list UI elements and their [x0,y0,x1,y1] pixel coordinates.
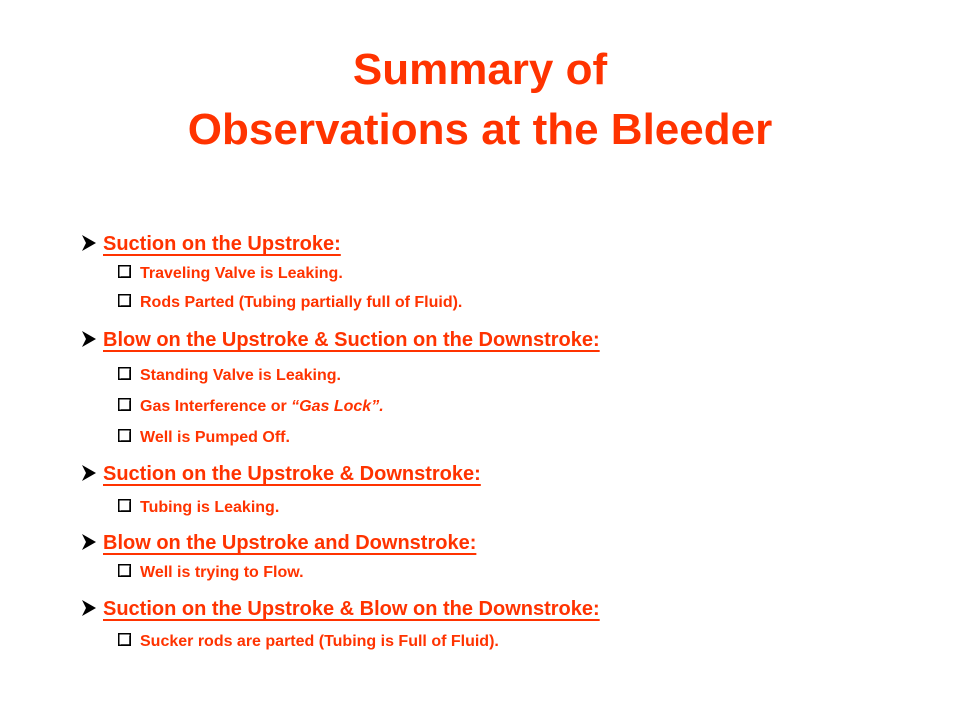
section-heading-5 [82,596,600,622]
list-item-text: Traveling Valve is Leaking. [140,265,343,282]
section-heading-2 [82,327,600,353]
title-line-1: Summary of [352,45,608,94]
section-heading-4 [82,530,476,556]
section-heading-text: Suction on the Upstroke: [103,233,341,255]
slide-title [0,40,960,160]
arrowhead-bullet-icon [82,600,96,616]
section-heading-1 [82,231,341,257]
list-item [118,562,304,584]
list-item [118,263,343,285]
arrowhead-bullet-icon [82,465,96,481]
list-item [118,631,499,653]
checkbox-bullet-icon [118,633,131,646]
list-item [118,365,341,387]
list-item [118,427,290,449]
section-heading-text: Suction on the Upstroke & Downstroke: [103,463,481,485]
list-item-text: Tubing is Leaking. [140,499,280,516]
checkbox-bullet-icon [118,265,131,278]
checkbox-bullet-icon [118,367,131,380]
checkbox-bullet-icon [118,564,131,577]
list-item-text: Standing Valve is Leaking. [140,367,341,384]
arrowhead-bullet-icon [82,235,96,251]
list-item-text [140,398,384,415]
section-heading-3 [82,461,481,487]
checkbox-bullet-icon [118,499,131,512]
section-heading-text: Blow on the Upstroke and Downstroke: [103,532,477,554]
section-heading-text: Blow on the Upstroke & Suction on the Downstroke: [103,329,600,351]
arrowhead-bullet-icon [82,331,96,347]
list-item-text: Well is Pumped Off. [140,429,290,446]
list-item-text: Well is trying to Flow. [140,564,304,581]
section-heading-text: Suction on the Upstroke & Blow on the Downstroke: [103,598,600,620]
list-item [118,497,279,519]
title-line-2: Observations at the Bleeder [187,105,773,154]
gas-item-prefix: Gas Interference or [140,398,292,415]
checkbox-bullet-icon [118,398,131,411]
gas-item-emphasis: “Gas Lock”. [291,398,384,415]
list-item-text: Rods Parted (Tubing partially full of Fluid). [140,294,463,311]
arrowhead-bullet-icon [82,534,96,550]
list-item [118,396,384,418]
checkbox-bullet-icon [118,294,131,307]
list-item-text: Sucker rods are parted (Tubing is Full of Fluid). [140,633,499,650]
list-item [118,292,462,314]
checkbox-bullet-icon [118,429,131,442]
